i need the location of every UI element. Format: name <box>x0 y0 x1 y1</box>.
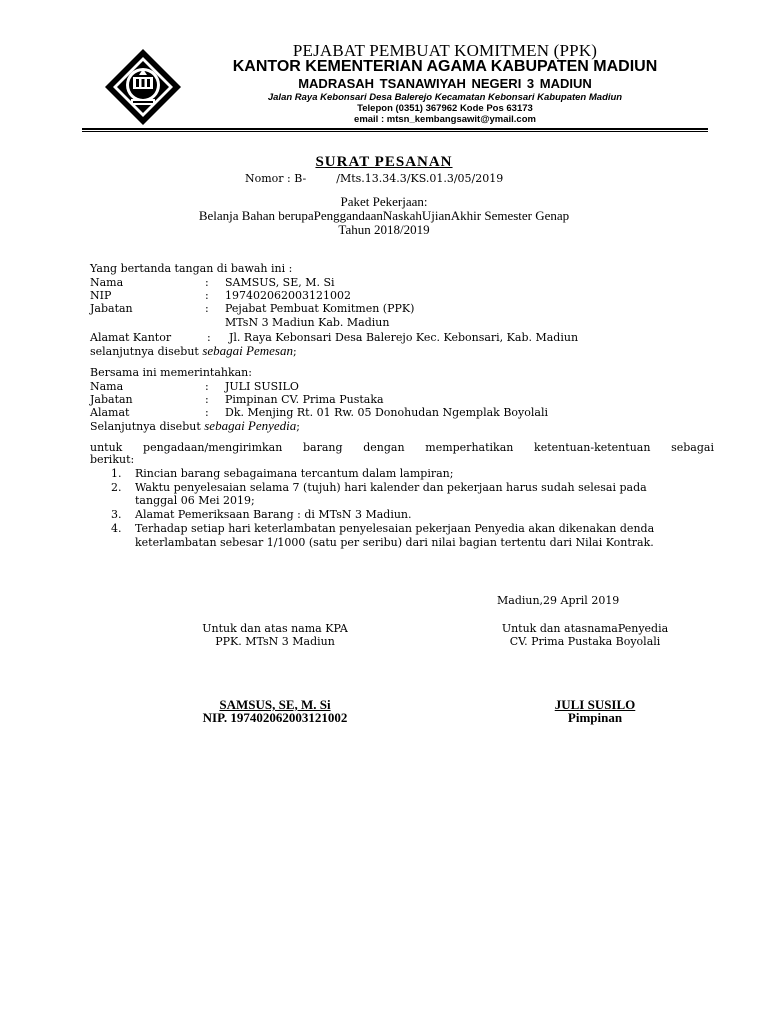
pemesan-value: Jl. Raya Kebonsari Desa Balerejo Kec. Kebonsari, Kab. Madiun <box>229 331 579 344</box>
penyedia-label: Alamat <box>90 406 130 419</box>
outro-end: ; <box>292 345 297 358</box>
paket-label: Paket Pekerjaan: <box>340 194 428 209</box>
letterhead-phone: Telepon (0351) 367962 Kode Pos 63173 <box>357 103 533 114</box>
list-item-text-cont: keterlambatan sebesar 1/1000 (satu per seribu) dari nilai bagian tertentu dari Nilai Kontrak. <box>135 536 654 549</box>
letterhead-line2: KANTOR KEMENTERIAN AGAMA KABUPATEN MADIUN <box>232 58 658 75</box>
letterhead-address: Jalan Raya Kebonsari Desa Balerejo Kecamatan Kebonsari Kabupaten Madiun <box>267 92 623 103</box>
pemesan-label: NIP <box>90 289 112 302</box>
letter-number <box>245 172 503 186</box>
paket-year: Tahun 2018/2019 <box>338 222 430 237</box>
list-item-text: Waktu penyelesaian selama 7 (tujuh) hari kalender dan pekerjaan harus sudah selesai pada <box>135 481 647 494</box>
letter-title: SURAT PESANAN <box>315 154 453 170</box>
pemesan-value: 197402062003121002 <box>225 289 351 302</box>
penyedia-value: Pimpinan CV. Prima Pustaka <box>225 393 384 406</box>
signer-left-name: SAMSUS, SE, M. Si <box>219 697 331 712</box>
pemesan-label: Nama <box>90 276 124 289</box>
penyedia-label: Nama <box>90 380 124 393</box>
colon: : <box>207 331 211 344</box>
letterhead-email: email : mtsn_kembangsawit@ymail.com <box>354 114 536 125</box>
outro-text: selanjutnya disebut <box>90 345 203 358</box>
colon: : <box>205 393 209 406</box>
signer-left-line2: PPK. MTsN 3 Madiun <box>215 635 335 648</box>
colon: : <box>205 276 209 289</box>
signer-right-name: JULI SUSILO <box>554 697 636 712</box>
list-item-number: 2. <box>111 481 122 494</box>
kemenag-logo-icon <box>103 47 183 127</box>
letterhead-rule-thick <box>82 128 708 130</box>
colon: : <box>205 289 209 302</box>
outro-end: ; <box>296 420 301 433</box>
penyedia-value: Dk. Menjing Rt. 01 Rw. 05 Donohudan Ngemplak Boyolali <box>225 406 548 419</box>
list-item-number: 3. <box>111 508 122 521</box>
colon: : <box>205 380 209 393</box>
outro-role: sebagai Penyedia <box>204 418 297 433</box>
letterhead-line3: MADRASAH TSANAWIYAH NEGERI 3 MADIUN <box>298 76 592 91</box>
signer-right-id: Pimpinan <box>567 710 623 725</box>
pemesan-value: SAMSUS, SE, M. Si <box>225 276 335 289</box>
outro-text: Selanjutnya disebut <box>90 420 205 433</box>
list-item-text: Rincian barang sebagaimana tercantum dalam lampiran; <box>135 467 454 480</box>
colon: : <box>205 406 209 419</box>
pemesan-label: Jabatan <box>90 302 133 315</box>
pemesan-value: MTsN 3 Madiun Kab. Madiun <box>225 316 390 329</box>
ketentuan-intro-line1: untuk pengadaan/mengirimkan barang dengan memperhatikan ketentuan-ketentuan sebagai <box>90 441 714 454</box>
colon: : <box>205 302 209 315</box>
list-item-text: Terhadap setiap hari keterlambatan penyelesaian pekerjaan Penyedia akan dikenakan denda <box>135 522 655 535</box>
outro-role: sebagai Pemesan <box>202 343 293 358</box>
nomor-prefix: Nomor : B- <box>245 172 307 185</box>
penyedia-intro: Bersama ini memerintahkan: <box>90 366 252 379</box>
signer-left-line1: Untuk dan atas nama KPA <box>202 622 348 635</box>
pemesan-outro <box>90 344 297 359</box>
penyedia-label: Jabatan <box>90 393 133 406</box>
place-date: Madiun,29 April 2019 <box>497 594 620 607</box>
list-item-number: 4. <box>111 522 122 535</box>
nomor-suffix: /Mts.13.34.3/KS.01.3/05/2019 <box>336 172 504 185</box>
letterhead-line1: PEJABAT PEMBUAT KOMITMEN (PPK) <box>292 41 598 60</box>
pemesan-label: Alamat Kantor <box>90 331 172 344</box>
penyedia-outro <box>90 419 300 434</box>
ketentuan-intro-line2: berikut: <box>90 453 135 466</box>
letterhead-rule-thin <box>82 131 708 132</box>
signer-left-id: NIP. 197402062003121002 <box>202 710 348 725</box>
list-item-number: 1. <box>111 467 122 480</box>
pemesan-intro: Yang bertanda tangan di bawah ini : <box>90 262 293 275</box>
paket-name: Belanja Bahan berupaPenggandaanNaskahUjianAkhir Semester Genap <box>198 208 570 223</box>
penyedia-value: JULI SUSILO <box>225 380 299 393</box>
signer-right-line1: Untuk dan atasnamaPenyedia <box>501 622 669 635</box>
list-item-text: Alamat Pemeriksaan Barang : di MTsN 3 Madiun. <box>135 508 412 521</box>
signer-right-line2: CV. Prima Pustaka Boyolali <box>509 635 661 648</box>
pemesan-value: Pejabat Pembuat Komitmen (PPK) <box>225 302 415 315</box>
list-item-text-cont: tanggal 06 Mei 2019; <box>135 494 255 507</box>
